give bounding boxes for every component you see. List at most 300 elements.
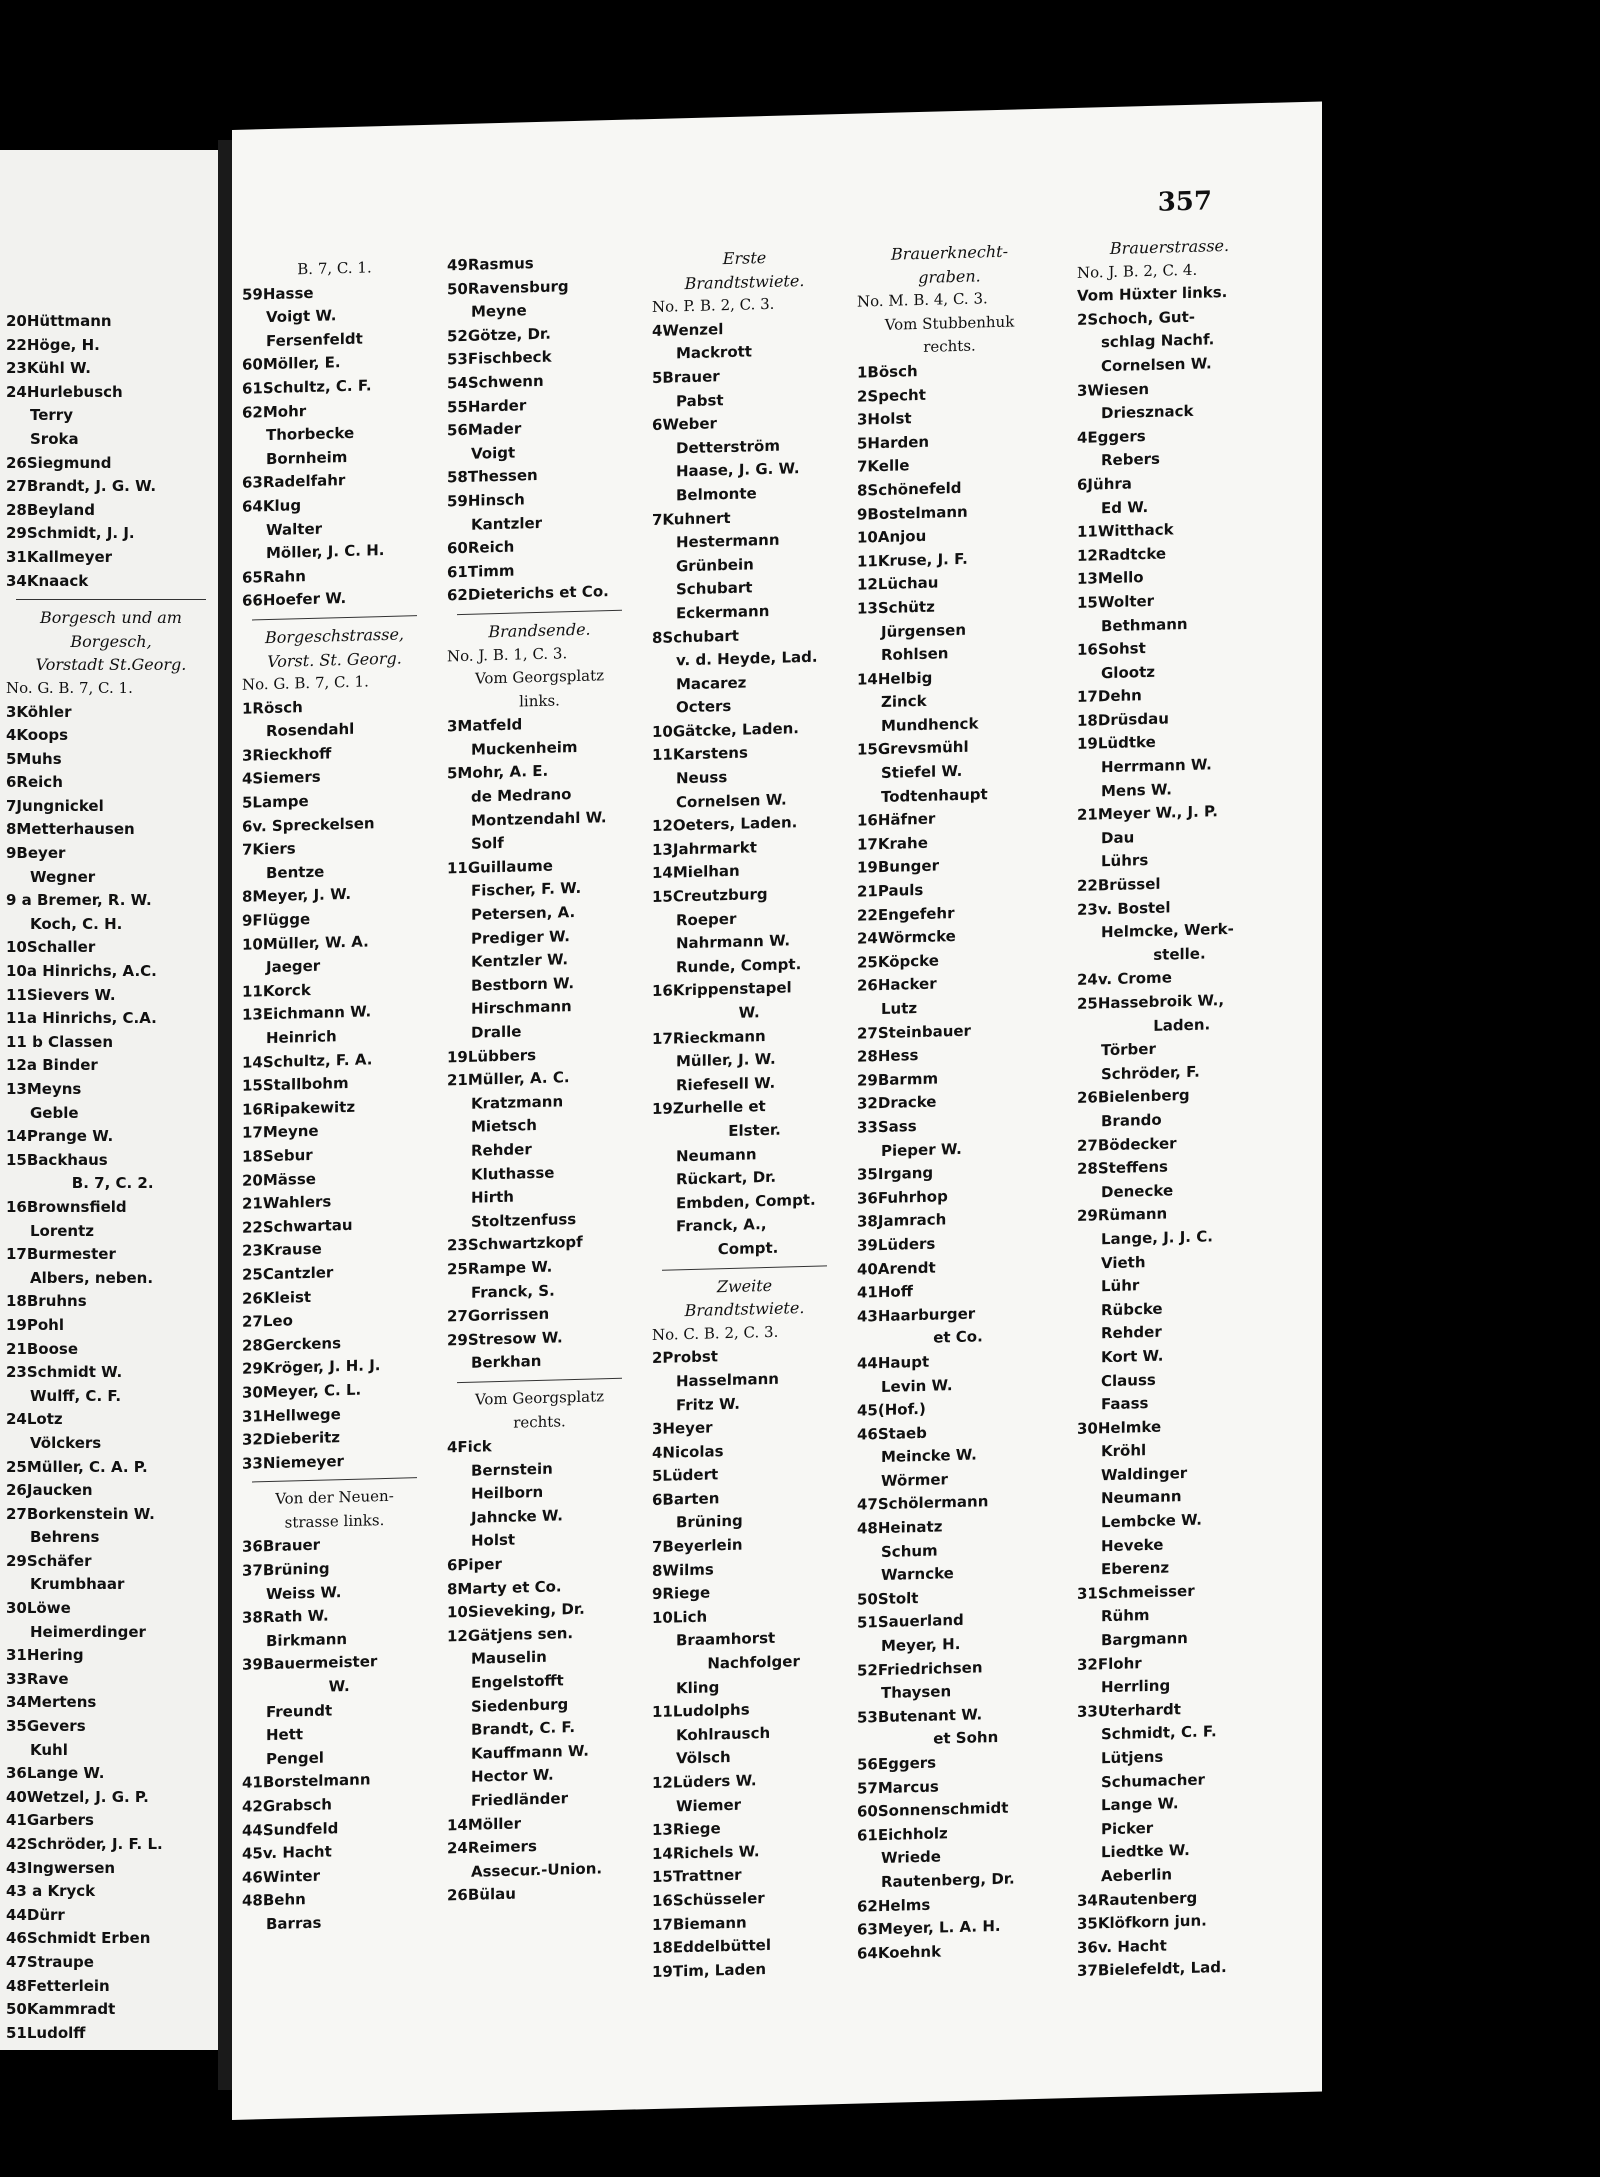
house-entry: 27Gorrissen: [447, 1304, 550, 1326]
house-entry: 10Gätcke, Laden.: [652, 719, 800, 741]
resident-entry: Bethmann: [1101, 614, 1188, 635]
resident-entry: Rübcke: [1101, 1299, 1163, 1319]
street-heading: Brandtstwiete.: [684, 1298, 805, 1321]
resident-entry: Rehder: [471, 1140, 532, 1160]
resident-entry: Rühm: [1101, 1606, 1150, 1626]
house-entry: 16Sohst: [1077, 639, 1146, 659]
house-entry: 41Garbers: [6, 1811, 94, 1830]
section-note: Vom Georgsplatz: [474, 1387, 605, 1409]
resident-entry: Mietsch: [471, 1116, 537, 1137]
resident-entry: Todtenhaupt: [881, 784, 988, 806]
house-entry: 17Meyne: [242, 1122, 319, 1143]
house-entry: 51Sauerland: [857, 1611, 964, 1633]
house-entry: 8Marty et Co.: [447, 1577, 562, 1599]
house-entry: 19Bunger: [857, 856, 939, 878]
street-heading: Brandsende.: [488, 619, 591, 642]
section-note: strasse links.: [284, 1510, 385, 1532]
resident-entry: Siedenburg: [471, 1694, 569, 1716]
directory-column-5: [1077, 233, 1262, 1984]
house-entry: 33Uterhardt: [1077, 1699, 1181, 1721]
house-entry: 62Dieterichs et Co.: [447, 582, 609, 605]
resident-entry: Assecur.-Union.: [471, 1859, 603, 1881]
district-code: No. J. B. 2, C. 4.: [1077, 260, 1198, 282]
resident-entry: Schubart: [676, 578, 753, 599]
house-entry: 10Sieveking, Dr.: [447, 1600, 585, 1622]
resident-entry: Brando: [1101, 1110, 1162, 1131]
street-heading: Zweite: [716, 1275, 773, 1296]
house-entry: 19Pohl: [6, 1315, 64, 1334]
house-entry: 17Dehn: [1077, 686, 1142, 707]
house-entry: 37Brüning: [242, 1559, 330, 1580]
house-entry: 46Schmidt Erben: [6, 1929, 151, 1948]
house-entry: 36Fuhrhop: [857, 1187, 948, 1208]
house-entry: 11a Hinrichs, C.A.: [6, 1009, 157, 1028]
resident-entry: Muckenheim: [471, 737, 578, 759]
house-entry: 3Wiesen: [1077, 379, 1150, 400]
resident-entry: Lutz: [881, 999, 918, 1019]
house-entry: 24Lotz: [6, 1410, 63, 1429]
house-entry: 8Wilms: [652, 1560, 714, 1580]
directory-column-2: [447, 250, 632, 1909]
house-entry: 27Leo: [242, 1311, 293, 1331]
resident-entry: Warncke: [881, 1564, 954, 1585]
house-entry: 18Eddelbüttel: [652, 1936, 771, 1958]
house-entry: 8Meyer, J. W.: [242, 885, 352, 907]
resident-entry: Rohlsen: [881, 644, 949, 665]
house-entry: 15Backhaus: [6, 1150, 108, 1169]
resident-entry: Hett: [266, 1725, 304, 1745]
house-entry: 17Krahe: [857, 833, 928, 854]
house-entry: 15Grevsmühl: [857, 738, 969, 760]
house-entry: 23v. Bostel: [1077, 898, 1171, 919]
resident-entry: Kling: [676, 1677, 720, 1697]
resident-entry: Riefesell W.: [676, 1073, 776, 1095]
house-entry: 6Weber: [652, 414, 717, 435]
resident-entry: Jaeger: [266, 956, 321, 977]
resident-entry: Hirschmann: [471, 997, 572, 1019]
house-entry: 12Lüchau: [857, 573, 939, 594]
house-entry: 25Cantzler: [242, 1263, 334, 1284]
section-divider: [457, 610, 622, 615]
resident-entry: Roeper: [676, 909, 737, 929]
resident-entry: Embden, Compt.: [676, 1190, 816, 1213]
resident-entry: schlag Nachf.: [1101, 330, 1215, 352]
resident-entry: Runde, Compt.: [676, 954, 802, 977]
resident-entry: Hirth: [471, 1187, 514, 1207]
house-entry: 18Bruhns: [6, 1292, 87, 1311]
house-entry: 60Reich: [447, 537, 515, 558]
resident-entry: Neumann: [1101, 1487, 1182, 1508]
resident-entry: Franck, S.: [471, 1281, 555, 1302]
house-entry: 5Muhs: [6, 749, 62, 768]
house-entry: 53Fischbeck: [447, 348, 552, 369]
house-entry: 39Bauermeister: [242, 1652, 378, 1675]
resident-entry: Aeberlin: [1101, 1865, 1173, 1886]
house-entry: 44Sundfeld: [242, 1818, 339, 1840]
house-entry: 58Thessen: [447, 466, 538, 487]
house-entry: 29Barmm: [857, 1069, 939, 1090]
house-entry: 32Dieberitz: [242, 1428, 340, 1449]
house-entry: 27Brandt, J. G. W.: [6, 477, 157, 496]
resident-entry: Engelstofft: [471, 1671, 564, 1692]
resident-entry: Barras: [266, 1913, 322, 1934]
house-entry: 27Bödecker: [1077, 1133, 1177, 1155]
resident-entry: Faass: [1101, 1394, 1149, 1414]
house-entry: 15Creutzburg: [652, 885, 768, 907]
house-entry: 29Stresow W.: [447, 1328, 563, 1350]
resident-entry: Bornheim: [266, 447, 348, 468]
house-entry: 20Hüttmann: [6, 312, 112, 330]
resident-entry: Liedtke W.: [1101, 1841, 1190, 1862]
resident-entry: Lembcke W.: [1101, 1510, 1202, 1532]
resident-entry: Kluthasse: [471, 1163, 555, 1184]
resident-entry: Möller, J. C. H.: [266, 541, 385, 563]
house-entry: 13Meyns: [6, 1080, 82, 1098]
house-entry: 31Schmeisser: [1077, 1581, 1195, 1603]
resident-entry: Nahrmann W.: [676, 931, 791, 953]
resident-entry: Kentzler W.: [471, 950, 569, 971]
house-entry: 27Steinbauer: [857, 1021, 971, 1043]
resident-entry: Heimerdinger: [30, 1622, 146, 1641]
facing-page-fragment: [0, 150, 221, 2050]
house-entry: 21Boose: [6, 1339, 79, 1358]
resident-entry: Dau: [1101, 828, 1135, 848]
resident-entry: Walter: [266, 519, 323, 539]
resident-entry: Kratzmann: [471, 1092, 564, 1113]
house-entry: 30Löwe: [6, 1599, 71, 1618]
house-entry: 44Haupt: [857, 1352, 930, 1373]
house-entry: 62Helms: [857, 1895, 931, 1916]
house-entry: 26Jaucken: [6, 1481, 93, 1500]
resident-entry: Berkhan: [471, 1352, 542, 1373]
house-entry: 41Hoff: [857, 1282, 913, 1302]
house-entry: 6Piper: [447, 1554, 502, 1575]
house-entry: 25Hassebroik W.,: [1077, 991, 1225, 1013]
street-heading: Borgesch und am: [40, 608, 182, 628]
resident-entry: Lange, J. J. C.: [1101, 1227, 1213, 1249]
house-entry: 26Bülau: [447, 1884, 516, 1905]
resident-entry: Thaysen: [881, 1682, 952, 1703]
resident-entry: Solf: [471, 834, 504, 853]
house-entry: 45(Hof.): [857, 1399, 926, 1420]
house-entry: 4Wenzel: [652, 319, 724, 340]
house-entry: 38Rath W.: [242, 1606, 329, 1627]
house-entry: 53Butenant W.: [857, 1705, 983, 1727]
house-entry: 9 a Bremer, R. W.: [6, 891, 152, 910]
house-entry: 2Specht: [857, 385, 926, 406]
house-entry: 13Mello: [1077, 568, 1144, 589]
house-entry: 61Schultz, C. F.: [242, 376, 372, 398]
house-entry: 64Klug: [242, 496, 302, 516]
resident-entry: Eberenz: [1101, 1558, 1170, 1579]
house-entry: 42Grabsch: [242, 1795, 332, 1816]
house-entry: 36Brauer: [242, 1536, 321, 1557]
resident-entry: Cornelsen W.: [1101, 354, 1212, 376]
resident-entry: Wulff, C. F.: [30, 1386, 122, 1405]
resident-entry: Birkmann: [266, 1629, 348, 1650]
resident-entry: Völsch: [676, 1748, 731, 1768]
resident-entry: Ed W.: [1101, 497, 1149, 517]
resident-entry: v. d. Heyde, Lad.: [676, 647, 818, 670]
resident-entry: Macarez: [676, 673, 747, 694]
resident-entry: Rosendahl: [266, 720, 355, 741]
resident-entry: Friedländer: [471, 1789, 568, 1810]
house-entry: 11Karstens: [652, 743, 748, 765]
house-entry: 56Mader: [447, 419, 522, 440]
house-entry: 35Klöfkorn jun.: [1077, 1911, 1207, 1934]
house-entry: 36v. Hacht: [1077, 1936, 1167, 1957]
section-divider: [252, 1477, 417, 1482]
house-entry: 17Rieckmann: [652, 1026, 766, 1048]
house-entry: 4Eggers: [1077, 426, 1146, 447]
house-entry: 23Schwartzkopf: [447, 1233, 583, 1255]
house-entry: 10Lich: [652, 1607, 708, 1627]
resident-entry: Lütjens: [1101, 1747, 1164, 1768]
house-entry: 3Köhler: [6, 702, 72, 721]
house-entry: 60Sonnenschmidt: [857, 1798, 1009, 1821]
resident-entry: Wegner: [30, 867, 96, 886]
house-entry: 7Kuhnert: [652, 508, 731, 529]
house-entry: 11Ludolphs: [652, 1700, 750, 1722]
house-entry: 63Radelfahr: [242, 471, 346, 493]
house-entry: 11Guillaume: [447, 856, 553, 878]
resident-entry: Picker: [1101, 1818, 1154, 1839]
house-entry: 18Sebur: [242, 1145, 313, 1166]
house-entry: 32Dracke: [857, 1092, 937, 1114]
section-note: rechts.: [923, 336, 976, 357]
resident-entry: Schröder, F.: [1101, 1062, 1200, 1084]
house-entry: Vom Hüxter links.: [1077, 283, 1228, 306]
district-code: No. M. B. 4, C. 3.: [857, 289, 988, 311]
house-entry: 43Ingwersen: [6, 1858, 116, 1877]
house-entry: 52Friedrichsen: [857, 1657, 983, 1680]
resident-entry: Bargmann: [1101, 1629, 1188, 1650]
house-entry: 16Brownsfield: [6, 1197, 127, 1216]
house-entry: 66Hoefer W.: [242, 589, 347, 611]
resident-entry: Vieth: [1101, 1252, 1146, 1272]
resident-entry: Weiss W.: [266, 1582, 342, 1603]
house-entry: 13Jahrmarkt: [652, 838, 757, 859]
resident-entry: Jürgensen: [881, 620, 967, 641]
resident-entry: Clauss: [1101, 1370, 1156, 1390]
house-entry: 16Ripakewitz: [242, 1097, 356, 1119]
house-entry: 3Heyer: [652, 1418, 713, 1439]
resident-entry: Herrling: [1101, 1676, 1171, 1697]
house-entry: 11Korck: [242, 980, 311, 1001]
house-entry: 19Tim, Laden: [652, 1959, 767, 1981]
house-entry: 61Timm: [447, 561, 515, 582]
house-entry: 14Möller: [447, 1814, 521, 1834]
house-entry: 48Heinatz: [857, 1517, 943, 1538]
house-entry: 12Gätjens sen.: [447, 1623, 574, 1646]
house-entry: 10Schaller: [6, 938, 96, 957]
house-entry: 59Hasse: [242, 283, 314, 304]
house-entry: 7Kelle: [857, 456, 910, 476]
resident-entry: Brüning: [676, 1512, 743, 1532]
resident-entry: Kantzler: [471, 513, 543, 534]
house-entry: 51Ludolff: [6, 2023, 86, 2042]
resident-entry: Nachfolger: [676, 1652, 800, 1674]
resident-entry: Denecke: [1101, 1181, 1174, 1201]
directory-column-3: [652, 244, 837, 1984]
house-entry: 14Schultz, F. A.: [242, 1049, 373, 1072]
house-entry: 4Fick: [447, 1437, 492, 1457]
house-entry: 15Stallbohm: [242, 1074, 349, 1095]
house-entry: 29Rümann: [1077, 1204, 1168, 1226]
house-entry: 21Pauls: [857, 880, 924, 901]
facing-page-column: [6, 310, 216, 2045]
house-entry: 24v. Crome: [1077, 968, 1172, 990]
resident-entry: Lange W.: [1101, 1794, 1179, 1815]
resident-entry: Voigt W.: [266, 306, 337, 327]
house-entry: 12Radtcke: [1077, 544, 1167, 565]
resident-entry: Laden.: [1101, 1014, 1211, 1036]
resident-entry: Haase, J. G. W.: [676, 459, 800, 481]
house-entry: 11Kruse, J. F.: [857, 549, 968, 571]
resident-entry: Freundt: [266, 1701, 333, 1721]
resident-entry: Rückart, Dr.: [676, 1167, 777, 1189]
house-entry: 34Rautenberg: [1077, 1888, 1198, 1910]
house-entry: 19Zurhelle et: [652, 1097, 766, 1119]
section-note: Vom Stubbenhuk: [884, 312, 1015, 334]
resident-entry: Pengel: [266, 1748, 324, 1768]
resident-entry: Hestermann: [676, 530, 780, 552]
house-entry: 47Straupe: [6, 1952, 94, 1971]
house-entry: 10Anjou: [857, 526, 927, 547]
house-entry: 8Schönefeld: [857, 478, 962, 500]
resident-entry: Kauffmann W.: [471, 1741, 589, 1763]
house-entry: 22Höge, H.: [6, 335, 100, 354]
house-entry: 42Schröder, J. F. L.: [6, 1835, 163, 1853]
resident-entry: Hector W.: [471, 1765, 554, 1787]
house-entry: 27Borkenstein W.: [6, 1504, 155, 1523]
resident-entry: Meincke W.: [881, 1445, 977, 1467]
house-entry: 4Siemers: [242, 768, 321, 789]
house-entry: 24Reimers: [447, 1837, 537, 1858]
resident-entry: Braamhorst: [676, 1629, 776, 1650]
section-divider: [252, 615, 417, 620]
resident-entry: W.: [676, 1003, 760, 1024]
resident-entry: Rebers: [1101, 450, 1160, 470]
resident-entry: Stoltzenfuss: [471, 1209, 577, 1231]
district-code: No. G. B. 7, C. 1.: [6, 678, 133, 697]
resident-entry: Rehder: [1101, 1322, 1162, 1343]
section-note: B. 7, C. 1.: [297, 258, 372, 279]
resident-entry: Terry: [30, 406, 73, 425]
house-entry: 63Meyer, L. A. H.: [857, 1917, 1001, 1939]
resident-entry: et Co.: [881, 1327, 983, 1349]
house-entry: 57Marcus: [857, 1777, 939, 1798]
house-entry: 34Knaack: [6, 571, 89, 590]
resident-entry: Albers, neben.: [30, 1268, 154, 1287]
house-entry: 29Schäfer: [6, 1551, 92, 1570]
district-code: No. P. B. 2, C. 3.: [652, 294, 775, 317]
house-entry: 24Hurlebusch: [6, 382, 123, 401]
house-entry: 19Lübbers: [447, 1045, 537, 1066]
resident-entry: Bernstein: [471, 1459, 553, 1480]
resident-entry: Bentze: [266, 862, 325, 882]
book-gutter: [218, 140, 232, 2090]
section-note: rechts.: [513, 1411, 566, 1432]
house-entry: 25Rampe W.: [447, 1257, 553, 1279]
house-entry: 44Dürr: [6, 1905, 65, 1924]
resident-entry: Elster.: [676, 1120, 781, 1142]
house-entry: 5Lüdert: [652, 1465, 719, 1486]
resident-entry: Mundhenck: [881, 714, 979, 735]
house-entry: 48Behn: [242, 1890, 306, 1911]
resident-entry: Schmidt, C. F.: [1101, 1722, 1217, 1744]
resident-entry: Meyne: [471, 301, 527, 321]
house-entry: 35Gevers: [6, 1717, 86, 1736]
house-entry: 56Eggers: [857, 1753, 937, 1774]
resident-entry: Levin W.: [881, 1375, 953, 1396]
street-heading: Borgesch,: [70, 631, 152, 651]
house-entry: 5Harden: [857, 432, 930, 453]
page-number: 357: [1157, 186, 1212, 218]
resident-entry: Voigt: [471, 443, 516, 463]
house-entry: 30Helmke: [1077, 1417, 1162, 1438]
house-entry: 35Irgang: [857, 1163, 934, 1184]
resident-entry: Geble: [30, 1103, 79, 1122]
resident-entry: Kohlrausch: [676, 1723, 771, 1745]
house-entry: 5Lampe: [242, 792, 309, 812]
directory-column-1: [242, 255, 427, 1937]
house-entry: 16Schüsseler: [652, 1889, 765, 1910]
resident-entry: Mauselin: [471, 1648, 547, 1669]
house-entry: 22Brüssel: [1077, 874, 1161, 895]
house-entry: 3Holst: [857, 409, 912, 429]
house-entry: 46Winter: [242, 1866, 320, 1887]
house-entry: 14Richels W.: [652, 1841, 760, 1863]
resident-entry: Neuss: [676, 768, 728, 788]
street-heading: Brauerstrasse.: [1109, 235, 1230, 259]
house-entry: 28Hess: [857, 1046, 919, 1066]
house-entry: 46Staeb: [857, 1423, 927, 1444]
house-entry: 25Müller, C. A. P.: [6, 1457, 148, 1476]
resident-entry: Törber: [1101, 1039, 1156, 1060]
house-entry: 9Bostelmann: [857, 502, 968, 524]
house-entry: 50Kammradt: [6, 2000, 116, 2019]
house-entry: 62Mohr: [242, 401, 307, 422]
resident-entry: Sroka: [30, 429, 79, 448]
resident-entry: Schumacher: [1101, 1770, 1205, 1791]
resident-entry: Rautenberg, Dr.: [881, 1869, 1015, 1891]
house-entry: 31Hering: [6, 1646, 84, 1665]
house-entry: 14Helbig: [857, 668, 933, 689]
house-entry: 38Jamrach: [857, 1210, 947, 1231]
house-entry: 6Reich: [6, 773, 63, 792]
house-entry: 9Beyer: [6, 844, 66, 863]
house-entry: 28Steffens: [1077, 1157, 1168, 1179]
house-entry: 60Möller, E.: [242, 353, 341, 375]
resident-entry: Völckers: [30, 1433, 102, 1452]
section-note: Von der Neuen-: [275, 1487, 394, 1509]
house-entry: 6v. Spreckelsen: [242, 813, 375, 836]
resident-entry: Neumann: [676, 1144, 757, 1165]
house-entry: 28Beyland: [6, 500, 95, 519]
house-entry: 41Borstelmann: [242, 1770, 371, 1793]
house-entry: 16Häfner: [857, 809, 936, 830]
house-entry: 33Niemeyer: [242, 1451, 344, 1473]
house-entry: 25Köpcke: [857, 951, 939, 972]
house-entry: 5Brauer: [652, 367, 720, 387]
resident-entry: Jahncke W.: [471, 1506, 563, 1527]
house-entry: 43 a Kryck: [6, 1882, 96, 1901]
resident-entry: Fritz W.: [676, 1394, 740, 1414]
house-entry: 6Jühra: [1077, 474, 1132, 494]
resident-entry: Helmcke, Werk-: [1101, 919, 1234, 942]
resident-entry: Brandt, C. F.: [471, 1718, 576, 1739]
